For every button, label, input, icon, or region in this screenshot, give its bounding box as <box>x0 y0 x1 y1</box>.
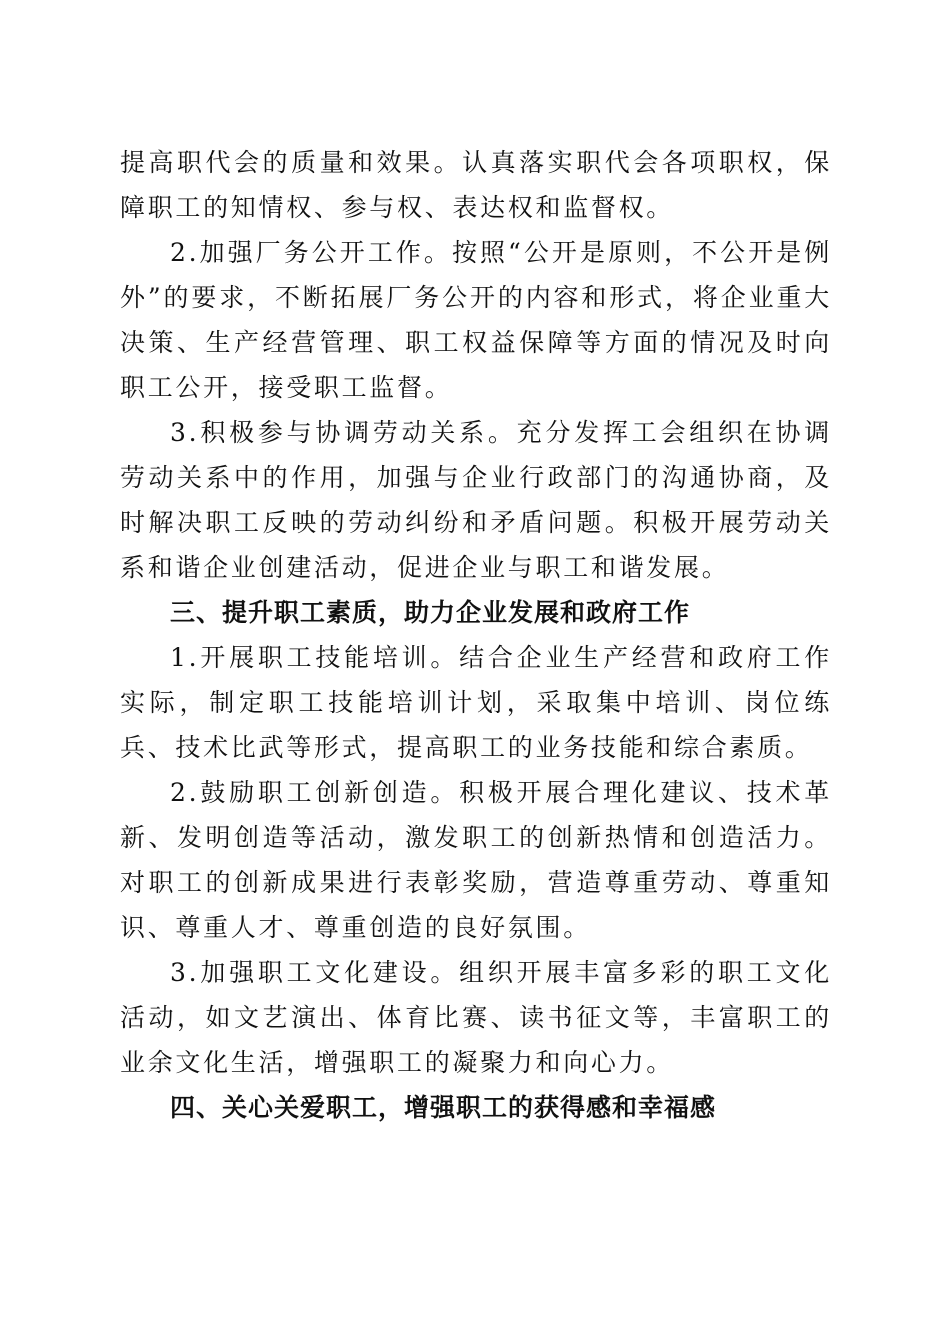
paragraph-factory-affairs-openness: 2.加强厂务公开工作。按照“公开是原则，不公开是例外”的要求，不断拓展厂务公开的内容和形式，将企业重大决策、生产经营管理、职工权益保障等方面的情况及时向职工公开，接受职工监督。 <box>120 238 832 402</box>
paragraph-continuation: 提高职代会的质量和效果。认真落实职代会各项职权，保障职工的知情权、参与权、表达权和监督权。 <box>120 148 832 222</box>
paragraph-innovation: 2.鼓励职工创新创造。积极开展合理化建议、技术革新、发明创造等活动，激发职工的创新热情和创造活力。对职工的创新成果进行表彰奖励，营造尊重劳动、尊重知识、尊重人才、尊重创造的良好氛围。 <box>120 778 832 942</box>
paragraph-skills-training: 1.开展职工技能培训。结合企业生产经营和政府工作实际，制定职工技能培训计划，采取集中培训、岗位练兵、技术比武等形式，提高职工的业务技能和综合素质。 <box>120 643 832 762</box>
document-body <box>120 140 832 1130</box>
section-heading-four: 四、关心关爱职工，增强职工的获得感和幸福感 <box>170 1093 717 1122</box>
section-heading-three: 三、提升职工素质，助力企业发展和政府工作 <box>170 598 691 627</box>
paragraph-labor-relations: 3.积极参与协调劳动关系。充分发挥工会组织在协调劳动关系中的作用，加强与企业行政部门的沟通协商，及时解决职工反映的劳动纠纷和矛盾问题。积极开展劳动关系和谐企业创建活动，促进企业与职工和谐发展。 <box>120 418 832 582</box>
paragraph-culture-building: 3.加强职工文化建设。组织开展丰富多彩的职工文化活动，如文艺演出、体育比赛、读书征文等，丰富职工的业余文化生活，增强职工的凝聚力和向心力。 <box>120 958 832 1077</box>
